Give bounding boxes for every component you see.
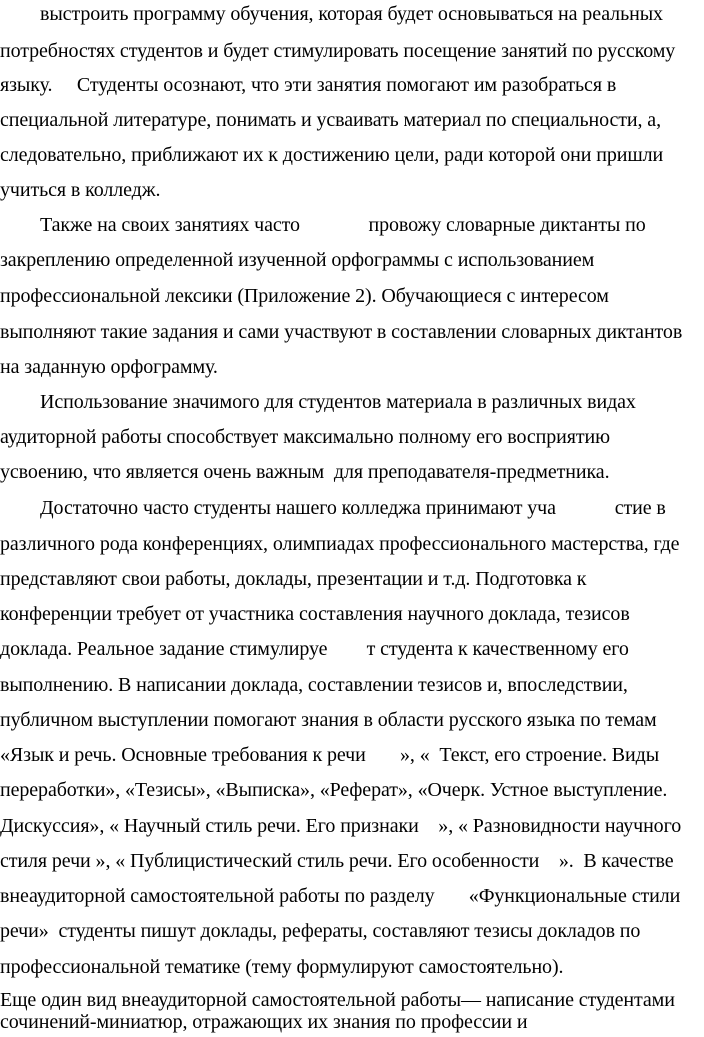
text-line: сочинений-миниатюр, отражающих их знания по профессии и (0, 1011, 528, 1033)
text-line: выполняют такие задания и сами участвуют в составлении словарных диктантов (0, 321, 683, 343)
text-line: языку. Студенты осознают, что эти занятия помогают им разобраться в (0, 74, 617, 96)
text-line: усвоению, что является очень важным для преподавателя-предметника. (0, 461, 610, 483)
text-line: стиля речи », « Публицистический стиль речи. Его особенности ». В качестве (0, 850, 674, 872)
text-line: Еще один вид внеаудиторной самостоятельной работы— написание студентами (0, 989, 675, 1011)
text-line: речи» студенты пишут доклады, рефераты, составляют тезисы докладов по (0, 920, 641, 942)
text-line: на заданную орфограмму. (0, 356, 218, 378)
text-line: Дискуссия», « Научный стиль речи. Его признаки », « Разновидности научного (0, 815, 682, 837)
text-line: представляют свои работы, доклады, презентации и т.д. Подготовка к (0, 568, 587, 590)
text-line: Также на своих занятиях часто провожу словарные диктанты по (40, 214, 646, 236)
text-line: конференции требует от участника составления научного доклада, тезисов (0, 603, 630, 625)
text-line: переработки», «Тезисы», «Выписка», «Реферат», «Очерк. Устное выступление. (0, 779, 668, 801)
text-line: различного рода конференциях, олимпиадах профессионального мастерства, где (0, 533, 680, 555)
text-line: выстроить программу обучения, которая будет основываться на реальных (40, 3, 663, 25)
text-line: специальной литературе, понимать и усваивать материал по специальности, а, (0, 109, 661, 131)
text-line: учиться в колледж. (0, 179, 161, 201)
text-line: Использование значимого для студентов материала в различных видах (40, 391, 636, 413)
text-line: доклада. Реальное задание стимулируе т студента к качественному его (0, 638, 629, 660)
text-line: публичном выступлении помогают знания в области русского языка по темам (0, 709, 657, 731)
text-line: профессиональной лексики (Приложение 2). Обучающиеся с интересом (0, 285, 609, 307)
text-line: профессиональной тематике (тему формулируют самостоятельно). (0, 956, 564, 978)
text-line: внеаудиторной самостоятельной работы по разделу «Функциональные стили (0, 885, 681, 907)
text-line: потребностях студентов и будет стимулировать посещение занятий по русскому (0, 40, 676, 62)
text-line: выполнению. В написании доклада, составлении тезисов и, впоследствии, (0, 674, 628, 696)
text-line: следовательно, приближают их к достижению цели, ради которой они пришли (0, 144, 664, 166)
text-line: Достаточно часто студенты нашего колледжа принимают уча стие в (40, 497, 666, 519)
text-line: закреплению определенной изученной орфограммы с использованием (0, 249, 595, 271)
text-line: «Язык и речь. Основные требования к речи », « Текст, его строение. Виды (0, 744, 660, 766)
text-line: аудиторной работы способствует максимально полному его восприятию (0, 426, 610, 448)
